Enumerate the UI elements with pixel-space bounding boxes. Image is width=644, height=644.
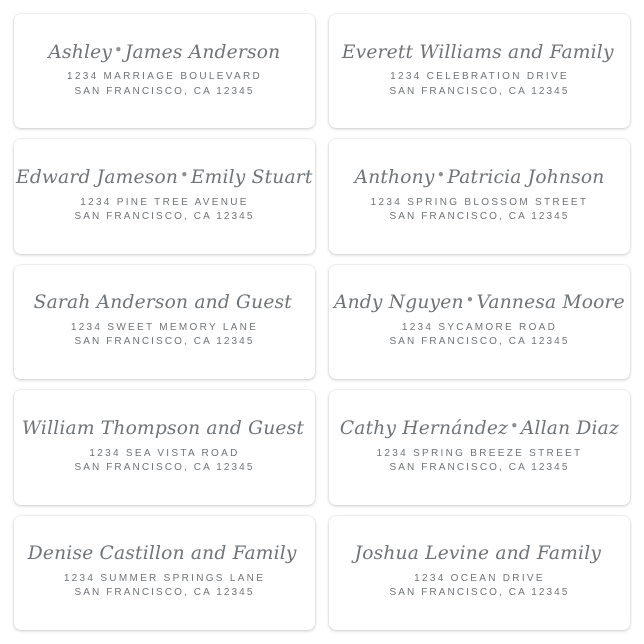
recipient-name-second: James Anderson bbox=[124, 40, 281, 63]
address-street: 1234 PINE TREE AVENUE bbox=[80, 196, 249, 208]
recipient-name-first: Andy Nguyen bbox=[334, 291, 464, 314]
name-separator bbox=[304, 417, 308, 435]
address-label[interactable] bbox=[329, 265, 630, 379]
recipient-name bbox=[28, 543, 301, 565]
address-label[interactable] bbox=[14, 14, 315, 128]
address-block bbox=[389, 321, 569, 349]
address-street: 1234 MARRIAGE BOULEVARD bbox=[67, 71, 262, 83]
name-separator: • bbox=[114, 40, 124, 59]
address-city-state-zip: SAN FRANCISCO, CA 12345 bbox=[389, 336, 570, 348]
recipient-name-second: Patricia Johnson bbox=[447, 165, 605, 188]
address-block bbox=[377, 447, 583, 475]
recipient-name-first: William Thompson and Guest bbox=[21, 416, 304, 439]
address-block bbox=[67, 70, 262, 98]
recipient-name bbox=[340, 418, 619, 440]
name-separator bbox=[297, 542, 301, 560]
address-street: 1234 SWEET MEMORY LANE bbox=[70, 322, 259, 334]
address-block bbox=[389, 70, 569, 98]
name-separator bbox=[601, 542, 605, 560]
recipient-name-second: Allan Diaz bbox=[520, 416, 620, 439]
address-street: 1234 SEA VISTA ROAD bbox=[89, 447, 240, 459]
address-block bbox=[74, 447, 254, 475]
address-city-state-zip: SAN FRANCISCO, CA 12345 bbox=[389, 211, 570, 223]
address-label[interactable] bbox=[329, 14, 630, 128]
address-label[interactable] bbox=[14, 516, 315, 630]
name-separator: • bbox=[510, 416, 519, 435]
recipient-name-first: Joshua Levine and Family bbox=[354, 542, 601, 565]
address-label[interactable] bbox=[329, 390, 630, 504]
recipient-name-second: Emily Stuart bbox=[191, 165, 313, 188]
address-label[interactable] bbox=[14, 139, 315, 253]
address-city-state-zip: SAN FRANCISCO, CA 12345 bbox=[74, 211, 255, 223]
recipient-name bbox=[354, 543, 604, 565]
name-separator bbox=[292, 291, 296, 309]
recipient-name-first: Cathy Hernández bbox=[339, 416, 509, 439]
address-label[interactable] bbox=[14, 390, 315, 504]
address-city-state-zip: SAN FRANCISCO, CA 12345 bbox=[74, 336, 255, 348]
recipient-name-first: Everett Williams and Family bbox=[341, 40, 614, 63]
address-block bbox=[64, 572, 265, 600]
address-city-state-zip: SAN FRANCISCO, CA 12345 bbox=[389, 461, 570, 473]
address-street: 1234 SYCAMORE ROAD bbox=[401, 322, 558, 334]
recipient-name-second: Vannesa Moore bbox=[476, 291, 625, 314]
recipient-name-first: Sarah Anderson and Guest bbox=[33, 291, 292, 314]
recipient-name bbox=[33, 292, 295, 314]
address-city-state-zip: SAN FRANCISCO, CA 12345 bbox=[389, 85, 570, 97]
label-grid bbox=[14, 14, 630, 630]
recipient-name bbox=[49, 42, 281, 64]
address-city-state-zip: SAN FRANCISCO, CA 12345 bbox=[389, 587, 570, 599]
recipient-name bbox=[21, 418, 307, 440]
recipient-name-first: Edward Jameson bbox=[16, 165, 179, 188]
address-street: 1234 SUMMER SPRINGS LANE bbox=[63, 573, 266, 585]
address-city-state-zip: SAN FRANCISCO, CA 12345 bbox=[74, 461, 255, 473]
address-city-state-zip: SAN FRANCISCO, CA 12345 bbox=[74, 85, 255, 97]
name-separator: • bbox=[436, 165, 446, 184]
recipient-name bbox=[334, 292, 625, 314]
name-separator: • bbox=[180, 165, 190, 184]
address-street: 1234 CELEBRATION DRIVE bbox=[390, 71, 569, 83]
recipient-name bbox=[355, 167, 605, 189]
recipient-name-first: Ashley bbox=[48, 40, 113, 63]
address-block bbox=[71, 321, 258, 349]
address-street: 1234 SPRING BREEZE STREET bbox=[376, 447, 583, 459]
address-label[interactable] bbox=[329, 139, 630, 253]
address-label[interactable] bbox=[329, 516, 630, 630]
recipient-name-first: Denise Castillon and Family bbox=[28, 542, 297, 565]
address-street: 1234 OCEAN DRIVE bbox=[414, 573, 545, 585]
name-separator bbox=[613, 41, 617, 59]
recipient-name-first: Anthony bbox=[354, 165, 435, 188]
address-block bbox=[389, 572, 569, 600]
address-block bbox=[74, 196, 254, 224]
recipient-name bbox=[342, 42, 618, 64]
address-street: 1234 SPRING BLOSSOM STREET bbox=[370, 196, 589, 208]
name-separator: • bbox=[465, 291, 475, 310]
address-label[interactable] bbox=[14, 265, 315, 379]
address-block bbox=[371, 196, 589, 224]
address-city-state-zip: SAN FRANCISCO, CA 12345 bbox=[74, 587, 255, 599]
recipient-name bbox=[16, 167, 313, 189]
